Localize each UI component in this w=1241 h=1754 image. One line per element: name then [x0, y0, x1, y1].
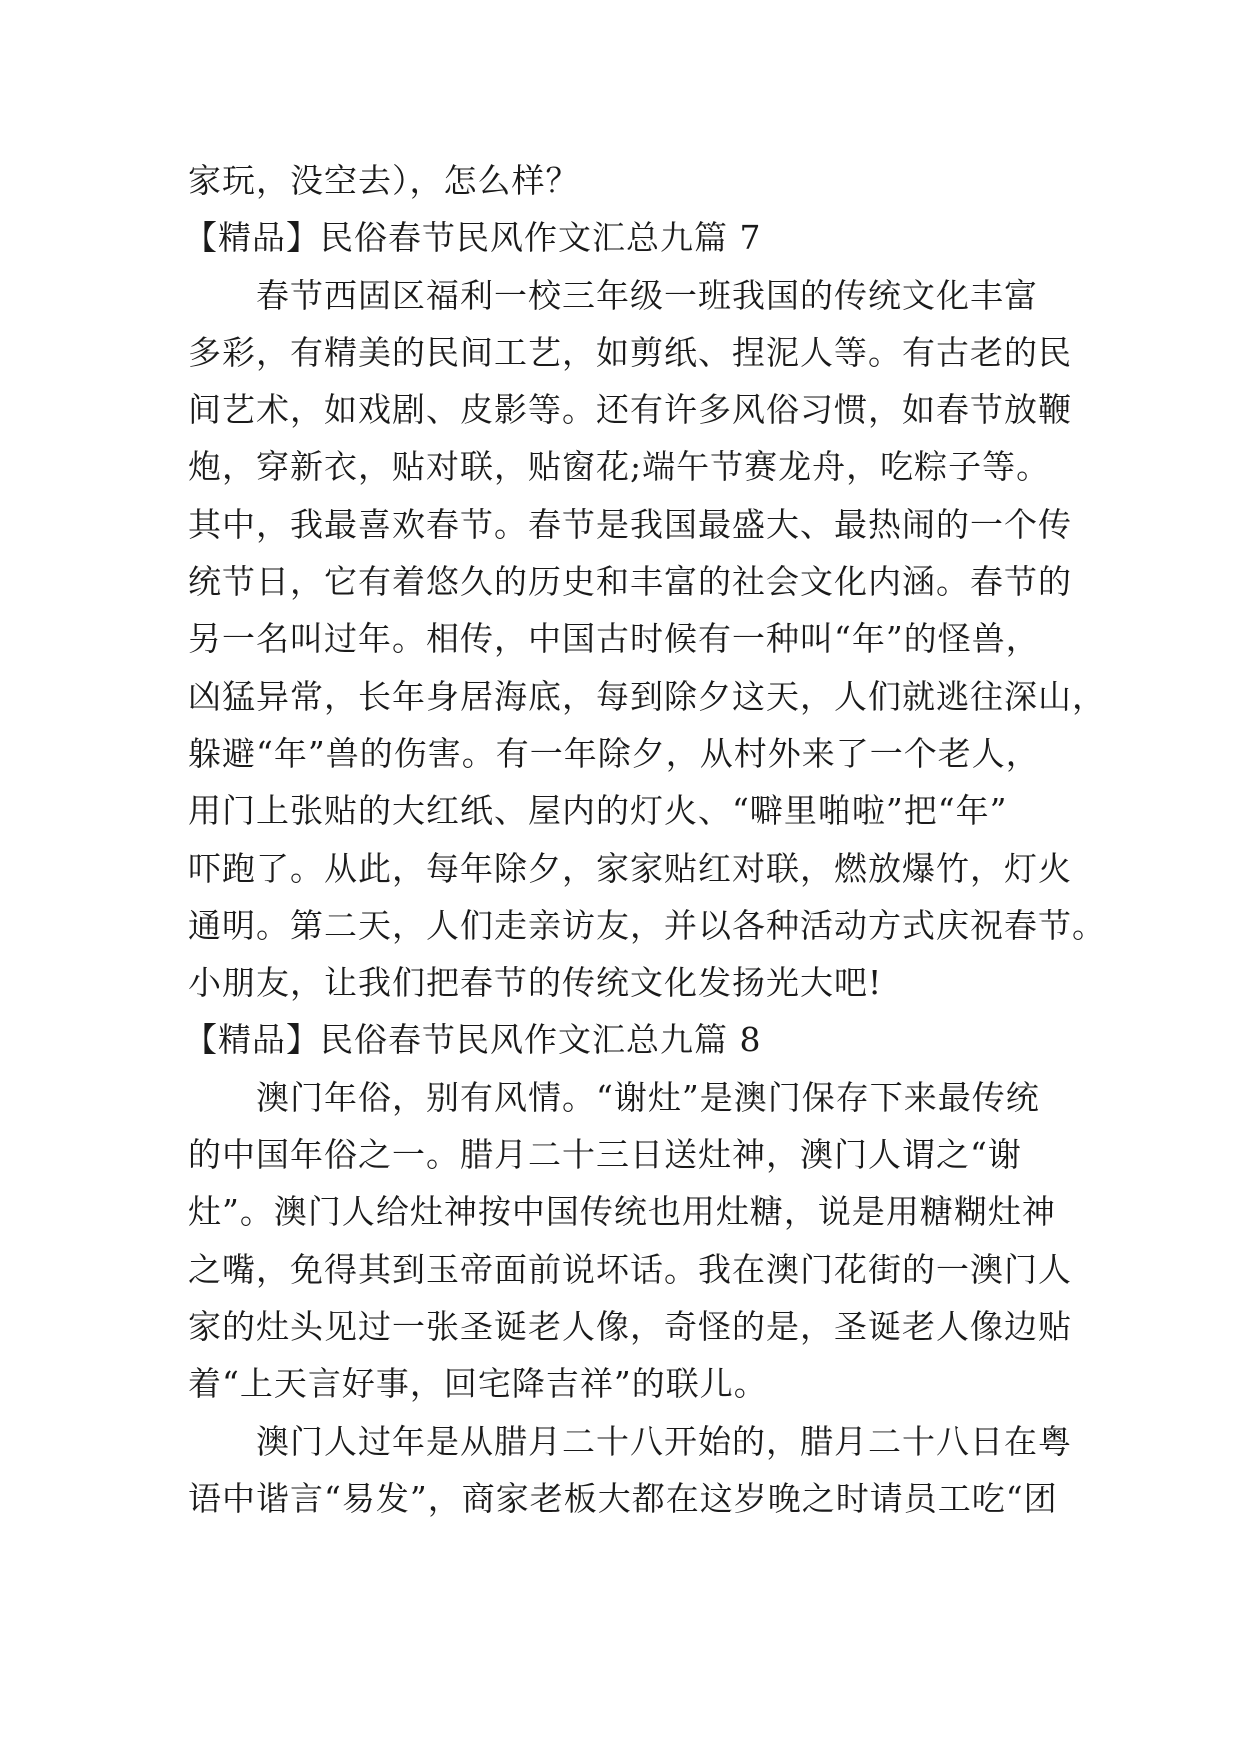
section-heading: 【精品】民俗春节民风作文汇总九篇 8: [184, 1020, 762, 1060]
text-line: 其中，我最喜欢春节。春节是我国最盛大、最热闹的一个传: [188, 504, 1072, 544]
text-line: 灶”。澳门人给灶神按中国传统也用灶糖，说是用糖糊灶神: [188, 1192, 1056, 1232]
text-line: 另一名叫过年。相传，中国古时候有一种叫“年”的怪兽，: [188, 619, 1040, 659]
text-line: 小朋友，让我们把春节的传统文化发扬光大吧!: [188, 963, 883, 1003]
section-heading: 【精品】民俗春节民风作文汇总九篇 7: [184, 218, 762, 258]
text-line: 的中国年俗之一。腊月二十三日送灶神，澳门人谓之“谢: [188, 1135, 1022, 1175]
text-line: 炮，穿新衣，贴对联，贴窗花;端午节赛龙舟，吃粽子等。: [188, 447, 1051, 487]
text-line: 着“上天言好事，回宅降吉祥”的联儿。: [188, 1364, 768, 1404]
text-line: 语中谐言“易发”，商家老板大都在这岁晚之时请员工吃“团: [188, 1478, 1058, 1518]
text-line: 间艺术，如戏剧、皮影等。还有许多风俗习惯，如春节放鞭: [188, 390, 1072, 430]
text-line: 用门上张贴的大红纸、屋内的灯火、“噼里啪啦”把“年”: [188, 791, 1008, 831]
text-line: 多彩，有精美的民间工艺，如剪纸、捏泥人等。有古老的民: [188, 332, 1072, 372]
text-line: 通明。第二天，人们走亲访友，并以各种活动方式庆祝春节。: [188, 905, 1106, 945]
text-line: 澳门年俗，别有风情。“谢灶”是澳门保存下来最传统: [188, 1077, 1040, 1117]
text-line: 春节西固区福利一校三年级一班我国的传统文化丰富: [188, 275, 1038, 315]
text-line: 家的灶头见过一张圣诞老人像，奇怪的是，圣诞老人像边贴: [188, 1306, 1072, 1346]
document-page: [184, 152, 1106, 1527]
text-line: 凶猛异常，长年身居海底，每到除夕这天，人们就逃往深山，: [188, 676, 1106, 716]
text-line: 统节日，它有着悠久的历史和丰富的社会文化内涵。春节的: [188, 562, 1072, 602]
text-line: 之嘴，免得其到玉帝面前说坏话。我在澳门花街的一澳门人: [188, 1249, 1072, 1289]
text-line: 吓跑了。从此，每年除夕，家家贴红对联，燃放爆竹，灯火: [188, 848, 1072, 888]
text-line: 澳门人过年是从腊月二十八开始的，腊月二十八日在粤: [188, 1421, 1072, 1461]
text-line: 家玩，没空去），怎么样？: [188, 161, 580, 200]
text-line: 躲避“年”兽的伤害。有一年除夕，从村外来了一个老人，: [188, 733, 1040, 773]
